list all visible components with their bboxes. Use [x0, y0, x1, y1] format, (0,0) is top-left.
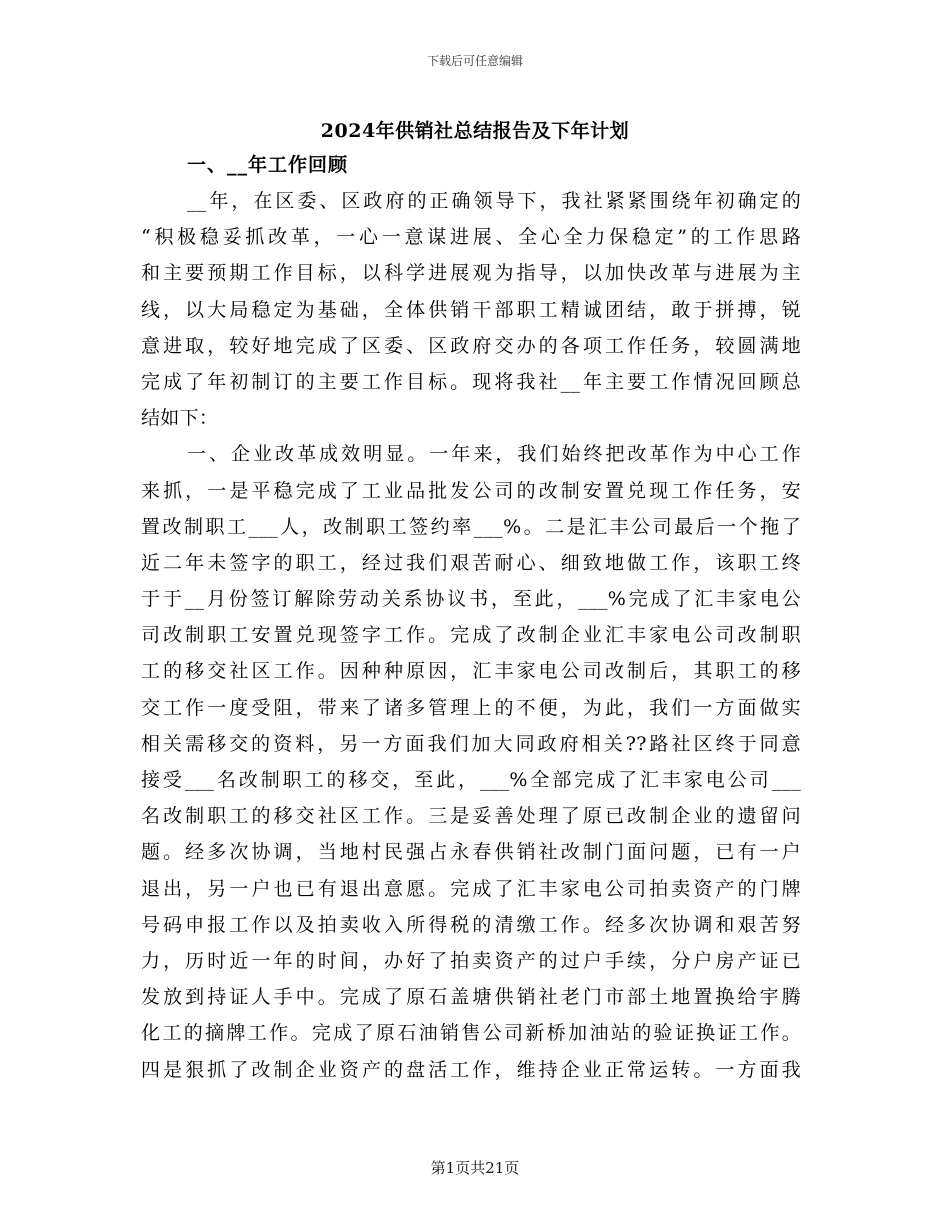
paragraph-line: 工的移交社区工作。因种种原因，汇丰家电公司改制后，其职工的移 — [141, 660, 801, 683]
paragraph-line: 和主要预期工作目标，以科学进展观为指导，以加快改革与进展为主 — [141, 262, 801, 285]
paragraph-line: “积极稳妥抓改革，一心一意谋进展、全心全力保稳定”的工作思路 — [141, 226, 801, 249]
paragraph-line: 一、企业改革成效明显。一年来，我们始终把改革作为中心工作 — [187, 443, 801, 466]
paragraph-line: 力，历时近一年的时间，办好了拍卖资产的过户手续，分户房产证已 — [141, 949, 801, 972]
paragraph-line: 相关需移交的资料，另一方面我们加大同政府相关??路社区终于同意 — [141, 732, 801, 755]
section-heading: 一、__年工作回顾 — [187, 154, 349, 176]
paragraph-line: 近二年未签字的职工，经过我们艰苦耐心、细致地做工作，该职工终 — [141, 551, 801, 574]
paragraph-line: 置改制职工___人，改制职工签约率___%。二是汇丰公司最后一个拖了 — [141, 515, 801, 538]
paragraph-line: 司改制职工安置兑现签字工作。完成了改制企业汇丰家电公司改制职 — [141, 624, 801, 647]
paragraph-line: __年，在区委、区政府的正确领导下，我社紧紧围绕年初确定的 — [187, 190, 801, 212]
page-footer: 第1页共21页 — [430, 1159, 520, 1177]
paragraph-line: 名改制职工的移交社区工作。三是妥善处理了原已改制企业的遗留问 — [141, 805, 801, 828]
paragraph-line: 来抓，一是平稳完成了工业品批发公司的改制安置兑现工作任务，安 — [141, 479, 801, 502]
paragraph-line: 化工的摘牌工作。完成了原石油销售公司新桥加油站的验证换证工作。 — [141, 1022, 801, 1045]
body-text — [141, 183, 801, 1088]
paragraph-line: 完成了年初制订的主要工作目标。现将我社__年主要工作情况回顾总 — [141, 370, 801, 393]
paragraph-line: 发放到持证人手中。完成了原石盖塘供销社老门市部土地置换给宇腾 — [141, 986, 801, 1009]
paragraph-line: 意进取，较好地完成了区委、区政府交办的各项工作任务，较圆满地 — [141, 334, 801, 357]
paragraph-line: 接受___名改制职工的移交，至此，___%全部完成了汇丰家电公司___ — [141, 769, 801, 791]
paragraph-line: 退出，另一户也已有退出意愿。完成了汇丰家电公司拍卖资产的门牌 — [141, 877, 801, 900]
header-note: 下载后可任意编辑 — [426, 54, 523, 68]
document-title: 2024年供销社总结报告及下年计划 — [320, 120, 630, 142]
paragraph-line: 四是狠抓了改制企业资产的盘活工作，维持企业正常运转。一方面我 — [141, 1058, 801, 1081]
paragraph-line: 于于__月份签订解除劳动关系协议书，至此，___%完成了汇丰家电公 — [141, 588, 801, 611]
paragraph-line: 交工作一度受阻，带来了诸多管理上的不便，为此，我们一方面做实 — [141, 696, 801, 719]
paragraph-line: 题。经多次协调，当地村民强占永春供销社改制门面问题，已有一户 — [141, 841, 801, 864]
paragraph-line: 线，以大局稳定为基础，全体供销干部职工精诚团结，敢于拼搏，锐 — [141, 298, 801, 321]
paragraph-line: 结如下： — [141, 407, 219, 430]
paragraph-line: 号码申报工作以及拍卖收入所得税的清缴工作。经多次协调和艰苦努 — [141, 913, 801, 936]
